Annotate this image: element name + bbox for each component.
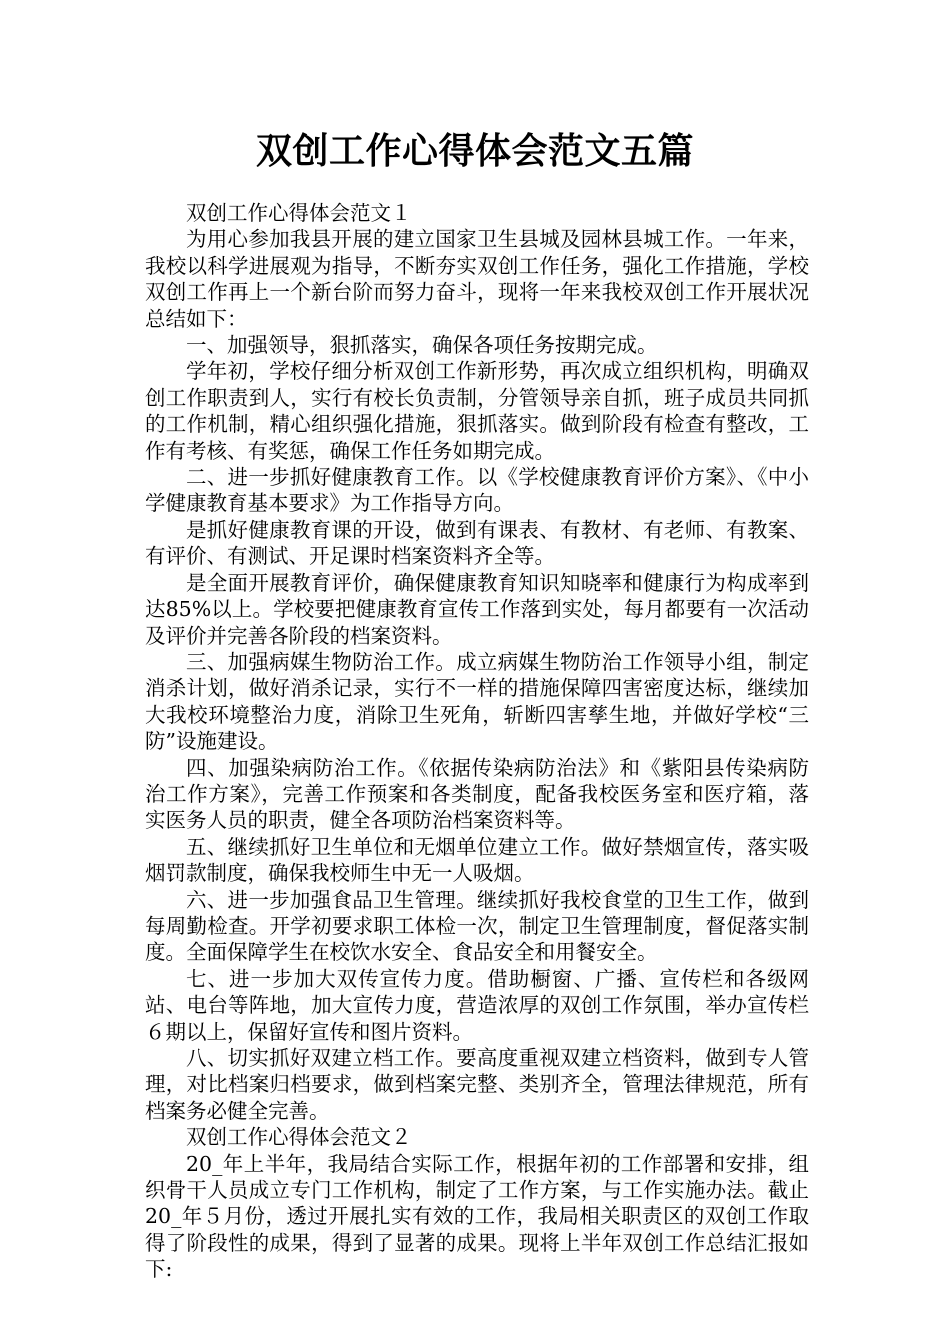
paragraph: 20_年上半年，我局结合实际工作，根据年初的工作部署和安排，组织骨干人员成立专门工作机构，制定了工作方案，与工作实施办法。截止20_年５月份，透过开展扎实有效的工作，我局相关职责区的双创工作取得了阶段性的成果，得到了显著的成果。现将上半年双创工作总结汇报如下: xyxy=(145,1151,809,1282)
paragraph: 四、加强染病防治工作。《依据传染病防治法》和《紫阳县传染病防治工作方案》，完善工作预案和各类制度，配备我校医务室和医疗箱，落实医务人员的职责，健全各项防治档案资料等。 xyxy=(145,755,809,833)
paragraph: 为用心参加我县开展的建立国家卫生县城及园林县城工作。一年来，我校以科学进展观为指导，不断夯实双创工作任务，强化工作措施，学校双创工作再上一个新台阶而努力奋斗，现将一年来我校双创工作开展状况总结如下： xyxy=(145,227,809,331)
paragraph: 学年初，学校仔细分析双创工作新形势，再次成立组织机构，明确双创工作职责到人，实行有校长负责制，分管领导亲自抓，班子成员共同抓的工作机制，精心组织强化措施，狠抓落实。做到阶段有检查有整改，工作有考核、有奖惩，确保工作任务如期完成。 xyxy=(145,359,809,463)
section-heading-2: 双创工作心得体会范文２ xyxy=(186,1125,412,1150)
paragraph: 五、继续抓好卫生单位和无烟单位建立工作。做好禁烟宣传，落实吸烟罚款制度，确保我校师生中无一人吸烟。 xyxy=(145,834,809,886)
document-title: 双创工作心得体会范文五篇 xyxy=(255,131,694,172)
paragraph: 是全面开展教育评价，确保健康教育知识知晓率和健康行为构成率到达85%以上。学校要把健康教育宣传工作落到实处，每月都要有一次活动及评价并完善各阶段的档案资料。 xyxy=(145,570,809,648)
paragraph: 六、进一步加强食品卫生管理。继续抓好我校食堂的卫生工作，做到每周勤检查。开学初要求职工体检一次，制定卫生管理制度，督促落实制度。全面保障学生在校饮水安全、食品安全和用餐安全。 xyxy=(145,887,809,965)
paragraph: 是抓好健康教育课的开设，做到有课表、有教材、有老师、有教案、有评价、有测试、开足课时档案资料齐全等。 xyxy=(145,517,809,569)
paragraph: 二、进一步抓好健康教育工作。以《学校健康教育评价方案》、《中小学健康教育基本要求》为工作指导方向。 xyxy=(145,465,809,516)
paragraph: 七、进一步加大双传宣传力度。借助橱窗、广播、宣传栏和各级网站、电台等阵地，加大宣传力度，营造浓厚的双创工作氛围，举办宣传栏６期以上，保留好宣传和图片资料。 xyxy=(145,966,809,1044)
paragraph: 一、加强领导，狠抓落实，确保各项任务按期完成。 xyxy=(186,333,658,358)
document-body xyxy=(145,200,809,1283)
paragraph: 八、切实抓好双建立档工作。要高度重视双建立档资料，做到专人管理，对比档案归档要求，做到档案完整、类别齐全，管理法律规范，所有档案务必健全完善。 xyxy=(145,1046,809,1123)
section-heading-1: 双创工作心得体会范文１ xyxy=(186,201,412,225)
paragraph: 三、加强病媒生物防治工作。成立病媒生物防治工作领导小组，制定消杀计划，做好消杀记录，实行不一样的措施保障四害密度达标，继续加大我校环境整治力度，消除卫生死角，斩断四害孳生地，并做好学校“三防”设施建设。 xyxy=(145,649,809,754)
